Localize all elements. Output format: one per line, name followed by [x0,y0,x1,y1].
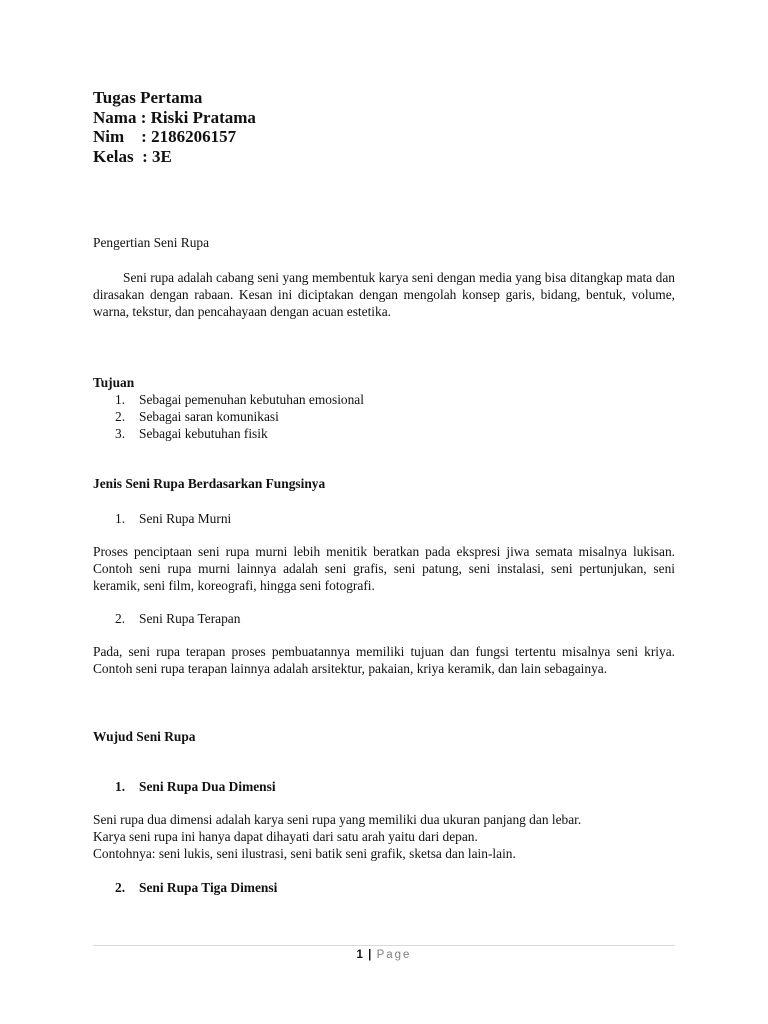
page-label: Page [376,949,412,961]
subsection-number: 2. [115,880,126,895]
subsection-label: Seni Rupa Terapan [139,611,241,626]
section-heading-jenis: Jenis Seni Rupa Berdasarkan Fungsinya [93,476,326,491]
footer-separator: | [368,949,372,961]
section-heading-wujud: Wujud Seni Rupa [93,729,196,744]
list-item [93,391,364,408]
document-title: Tugas Pertama [93,88,203,107]
subsection-number: 1. [115,779,126,794]
list-item-number: 2. [115,409,126,424]
subsection-label: Seni Rupa Murni [139,511,232,526]
section-heading-tujuan: Tujuan [93,375,135,390]
paragraph-dua-dimensi-line1: Seni rupa dua dimensi adalah karya seni rupa yang memiliki dua ukuran panjang dan lebar. [93,812,582,827]
subsection-label: Seni Rupa Dua Dimensi [139,779,276,794]
list-item-text: Sebagai saran komunikasi [139,409,279,424]
subsection-number: 1. [115,511,126,526]
section-heading-pengertian: Pengertian Seni Rupa [93,235,210,250]
subsection-number: 2. [115,611,126,626]
student-name: Nama : Riski Pratama [93,107,256,127]
list-item-text: Sebagai kebutuhan fisik [139,426,268,441]
list-item-number: 3. [115,426,126,441]
paragraph-dua-dimensi-line3: Contohnya: seni lukis, seni ilustrasi, seni batik seni grafik, sketsa dan lain-lain. [93,846,516,861]
page-number: 1 [356,949,363,961]
list-item [93,425,364,442]
document-header [93,88,256,166]
tujuan-list [93,391,364,442]
paragraph-pengertian: Seni rupa adalah cabang seni yang membentuk karya seni dengan media yang bisa ditangkap mata dan dirasakan dengan rabaan. Kesan ini diciptakan dengan mengolah konsep garis, bidang, bentuk, volume, warna, tekstur, dan pencahayaan dengan acuan estetika. [93,270,675,319]
list-item-text: Sebagai pemenuhan kebutuhan emosional [139,392,364,407]
student-class: Kelas : 3E [93,146,172,166]
page-footer [0,947,768,963]
paragraph-murni: Proses penciptaan seni rupa murni lebih menitik beratkan pada ekspresi jiwa semata misalnya lukisan. Contoh seni rupa murni lainnya adalah seni grafis, seni patung, seni instalasi, seni pertunjukan, seni keramik, seni film, koreografi, hingga seni fotografi. [93,544,675,593]
paragraph-terapan: Pada, seni rupa terapan proses pembuatannya memiliki tujuan dan fungsi tertentu misalnya seni kriya. Contoh seni rupa terapan lainnya adalah arsitektur, pakaian, kriya keramik, dan lain sebagainya. [93,644,675,676]
student-nim: Nim : 2186206157 [93,127,237,146]
paragraph-dua-dimensi-line2: Karya seni rupa ini hanya dapat dihayati dari satu arah yaitu dari depan. [93,829,478,844]
list-item [93,408,364,425]
subsection-label: Seni Rupa Tiga Dimensi [139,880,278,895]
list-item-number: 1. [115,392,126,407]
footer-divider [93,945,675,946]
